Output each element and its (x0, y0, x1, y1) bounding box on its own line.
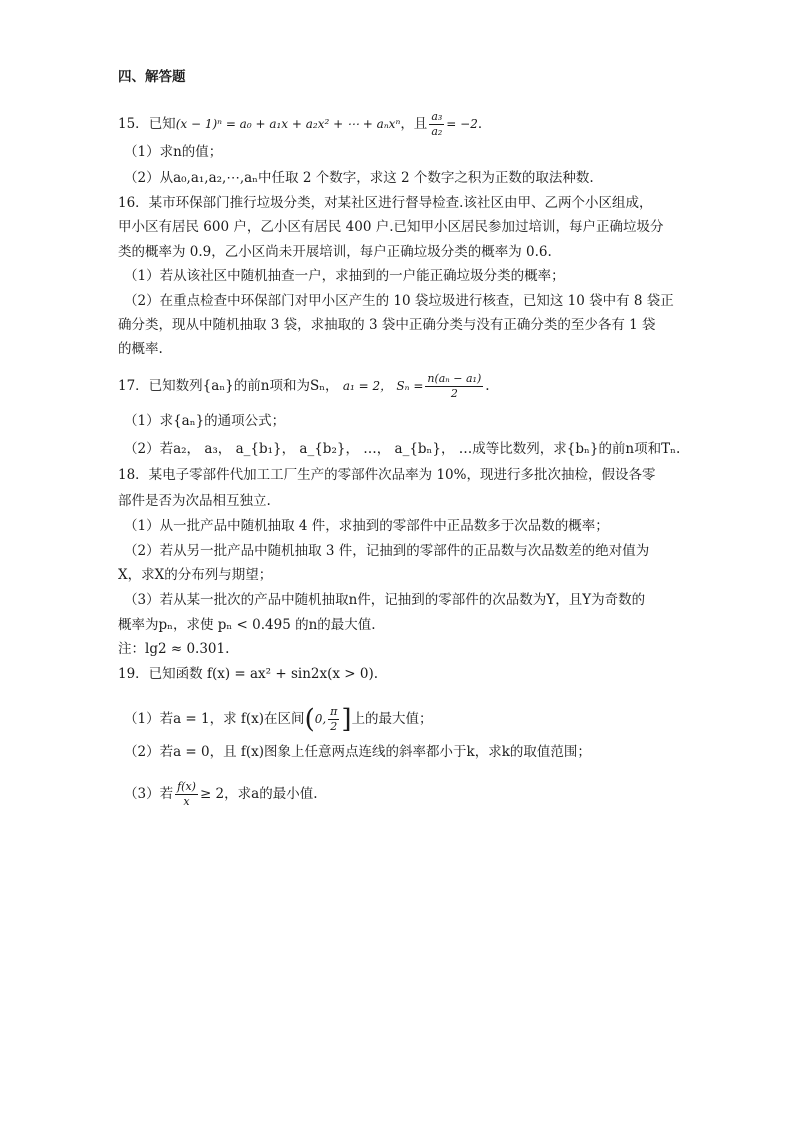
q15-part2: （2）从a₀,a₁,a₂,⋯,aₙ中任取 2 个数字，求这 2 个数字之积为正数的取法种数. (124, 170, 594, 186)
q19-part3 (124, 780, 318, 809)
q19-interval-num: π (330, 705, 338, 718)
q15-ratio (429, 110, 444, 139)
q17-prefix: 17．已知数列{aₙ}的前n项和为Sₙ， (118, 378, 339, 394)
q15-ratio-num: a₃ (431, 110, 443, 123)
q18-part2-line1: （2）若从另一批产品中随机抽取 3 件，记抽到的零部件的正品数与次品数差的绝对值为 (124, 543, 650, 559)
q17-sn-lhs: Sₙ = (396, 379, 424, 393)
q18-part3-line2: 概率为pₙ，求使 pₙ < 0.495 的n的最大值. (118, 617, 376, 633)
q19-part3-frac (175, 780, 198, 809)
q17-a1: a₁ = 2， (342, 379, 393, 393)
q16-line1: 16．某市环保部门推行垃圾分类，对某社区进行督导检查.该社区由甲、乙两个小区组成， (118, 195, 653, 211)
q16-part1: （1）若从该社区中随机抽查一户，求抽到的一户能正确垃圾分类的概率； (124, 268, 565, 284)
q19-part3-den: x (183, 795, 190, 808)
q17-end: . (485, 378, 490, 394)
q15-number: 15． (118, 116, 149, 132)
q18-part1: （1）从一批产品中随机抽取 4 件，求抽到的零部件中正品数多于次品数的概率； (124, 518, 609, 534)
q19-part3-suffix: ≥ 2，求a的最小值. (199, 786, 318, 802)
section-heading: 四、解答题 (118, 69, 186, 85)
q15-expansion: (x − 1)ⁿ = a₀ + a₁x + a₂x² + ⋯ + aₙxⁿ (175, 117, 401, 131)
q16-part2-line1: （2）在重点检查中环保部门对甲小区产生的 10 袋垃圾进行核查，已知这 10 袋中有 8 袋正 (124, 293, 674, 309)
q18-line1: 18．某电子零部件代加工工厂生产的零部件次品率为 10%，现进行多批次抽检，假设各零 (118, 467, 656, 483)
q19-part1-suffix: 上的最大值； (351, 711, 433, 727)
q15-ratio-rhs: = −2 (446, 117, 478, 131)
q18-line2: 部件是否为次品相互独立. (118, 493, 271, 509)
q19-part1-prefix: （1）若a = 1，求 f(x)在区间 (124, 711, 305, 727)
q19-part3-prefix: （3）若 (124, 786, 174, 802)
q15-part1: （1）求n的值； (124, 144, 223, 160)
q19-interval-frac (328, 705, 339, 734)
q19-interval-den: 2 (330, 720, 338, 733)
q17-sn-frac (425, 372, 483, 401)
q15-stem (118, 110, 491, 139)
q19-part1 (124, 705, 433, 734)
q15-prefix: 已知 (148, 116, 176, 132)
q19-part3-num: f(x) (177, 780, 196, 793)
q18-part3-line1: （3）若从某一批次的产品中随机抽取n件，记抽到的零部件的次品数为Y，且Y为奇数的 (124, 592, 646, 608)
q16-part2-line2: 确分类，现从中随机抽取 3 袋，求抽取的 3 袋中正确分类与没有正确分类的至少各有 1 袋 (118, 317, 656, 333)
q19-part2: （2）若a = 0，且 f(x)图象上任意两点连线的斜率都小于k，求k的取值范围； (124, 744, 591, 760)
q15-end: ． (477, 116, 492, 132)
q16-part2-line3: 的概率. (118, 341, 163, 357)
interval-left-paren: ( (304, 704, 315, 735)
q17-part1: （1）求{aₙ}的通项公式； (124, 413, 286, 429)
interval-right-bracket: ] (341, 704, 352, 735)
q15-ratio-den: a₂ (431, 125, 443, 138)
q16-line2: 甲小区有居民 600 户，乙小区有居民 400 户.已知甲小区居民参加过培训，每户正确垃圾分 (118, 219, 664, 235)
q18-note: 注：lg2 ≈ 0.301. (118, 641, 230, 657)
q17-stem (118, 372, 490, 401)
q17-sn-den: 2 (450, 387, 458, 400)
q18-part2-line2: X，求X的分布列与期望； (118, 567, 273, 583)
q16-line3: 类的概率为 0.9，乙小区尚未开展培训，每户正确垃圾分类的概率为 0.6. (118, 244, 552, 260)
q15-mid: ，且 (400, 116, 428, 132)
q17-sn-num: n(aₙ − a₁) (427, 372, 482, 385)
q17-part2: （2）若a₂， a₃， a_{b₁}， a_{b₂}， …， a_{bₙ}， …成等比数列，求{bₙ}的前n项和Tₙ. (124, 441, 681, 457)
q19-interval-left: 0, (314, 712, 327, 726)
q19-stem: 19．已知函数 f(x) = ax² + sin2x(x > 0). (118, 666, 379, 682)
